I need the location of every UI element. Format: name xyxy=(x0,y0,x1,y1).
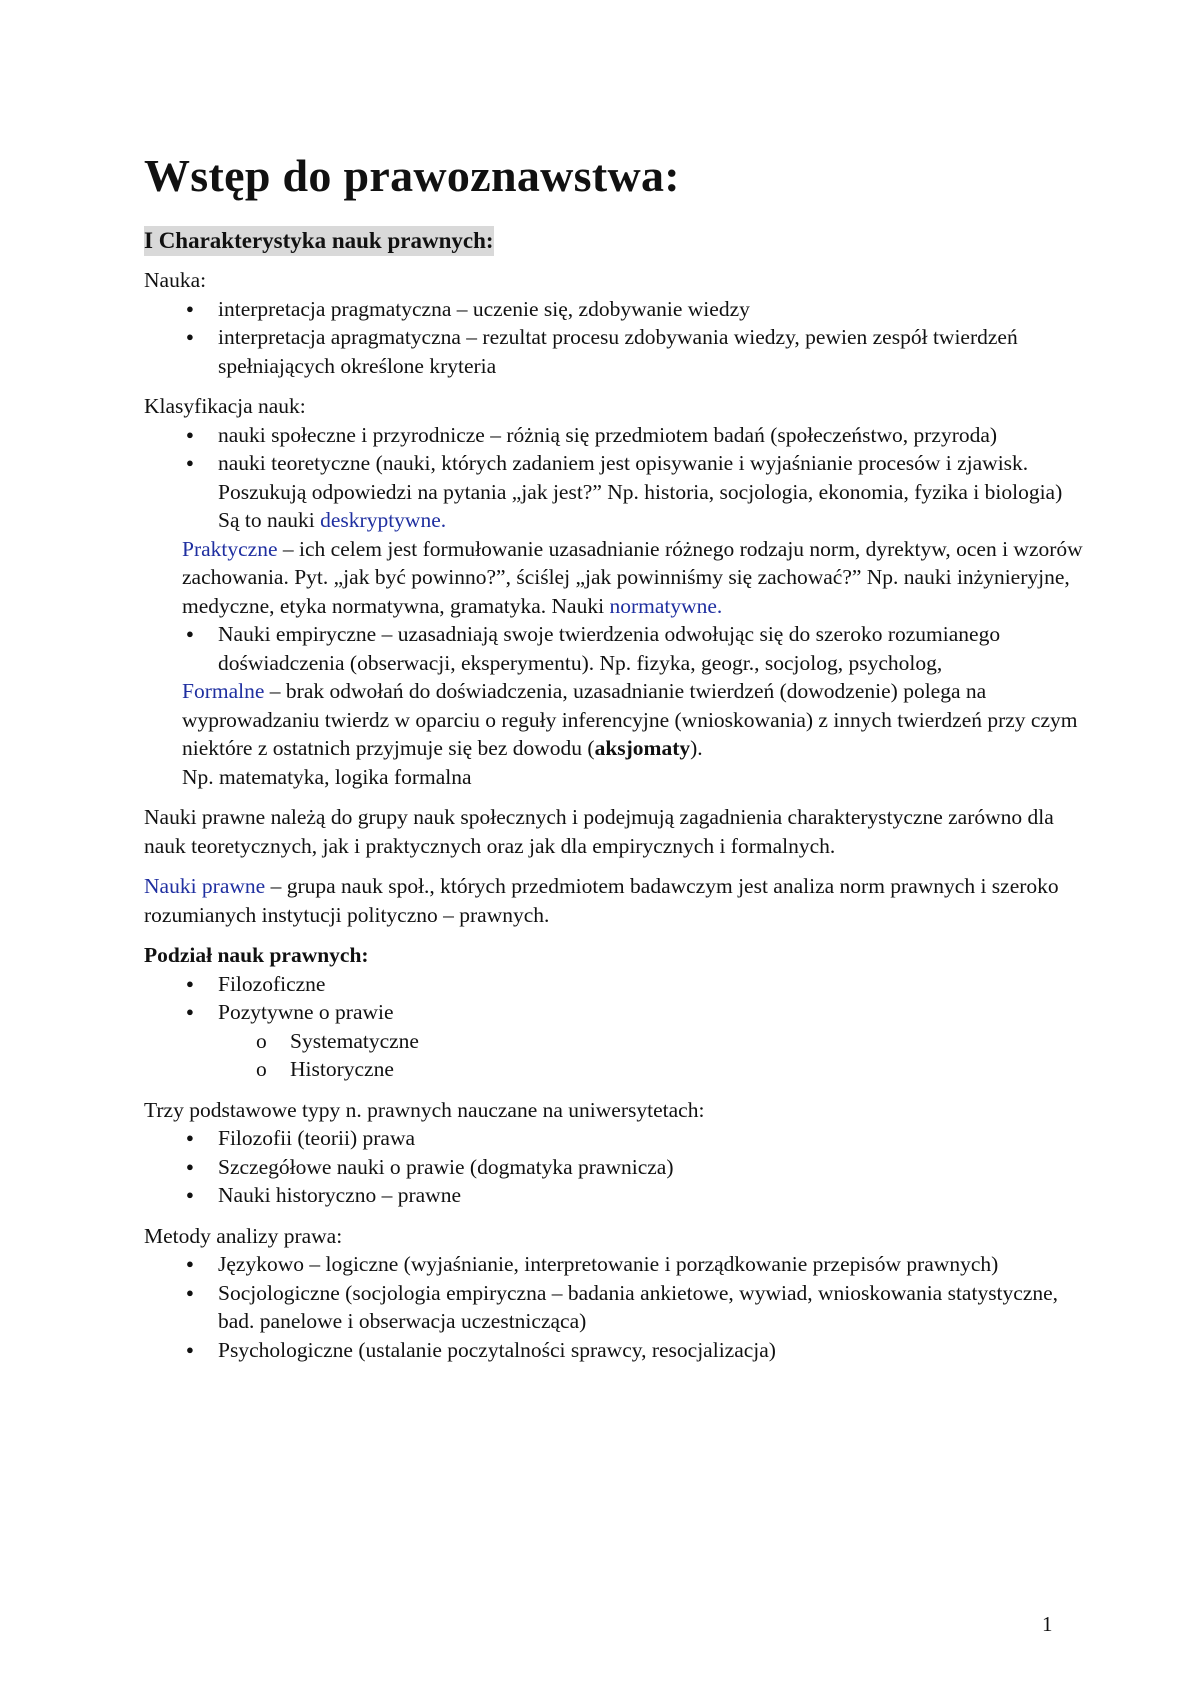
formalne-end: ). xyxy=(690,736,703,760)
podzial-label: Podział nauk prawnych: xyxy=(144,943,369,967)
list-item: ● Szczegółowe nauki o prawie (dogmatyka prawnicza) xyxy=(144,1153,1084,1182)
term-normatywne: normatywne. xyxy=(609,593,723,618)
list-item: ● Filozofii (teorii) prawa xyxy=(144,1124,1084,1153)
podzial-sublist xyxy=(144,1027,1084,1084)
term-praktyczne: Praktyczne xyxy=(182,536,278,561)
list-item: ● Psychologiczne (ustalanie poczytalności sprawcy, resocjalizacja) xyxy=(144,1336,1084,1365)
list-item: ● Filozoficzne xyxy=(144,970,1084,999)
klasyfikacja-list-2 xyxy=(144,620,1084,677)
term-aksjomaty: aksjomaty xyxy=(594,736,691,760)
formalne-example: Np. matematyka, logika formalna xyxy=(182,764,472,789)
trzy-block xyxy=(144,1096,1084,1210)
document-body xyxy=(144,148,1084,1364)
klasyfikacja-list xyxy=(144,421,1084,535)
list-item: ● interpretacja apragmatyczna – rezultat procesu zdobywania wiedzy, pewien zespół twierdzeń spełniających określone kryteria xyxy=(144,323,1084,380)
list-item: ● Nauki empiryczne – uzasadniają swoje twierdzenia odwołując się do szeroko rozumianego doświadczenia (obserwacji, eksperymentu). Np. fizyka, geogr., socjolog, psycholog, xyxy=(144,620,1084,677)
metody-label: Metody analizy prawa: xyxy=(144,1223,343,1248)
list-item: ● Socjologiczne (socjologia empiryczna – badania ankietowe, wywiad, wnioskowania statystyczne, bad. panelowe i obserwacja uczestnicząca) xyxy=(144,1279,1084,1336)
list-item-text: nauki teoretyczne (nauki, których zadaniem jest opisywanie i wyjaśnianie procesów i zjawisk. Poszukują odpowiedzi na pytania „jak jest?” Np. historia, socjologia, ekonomia, fyzika i biologia) Są to nauki xyxy=(218,451,1063,532)
podzial-block xyxy=(144,941,1084,1084)
klasyfikacja-block xyxy=(144,392,1084,791)
list-item xyxy=(144,449,1084,535)
paragraph-definition xyxy=(144,872,1084,929)
term-nauki-prawne: Nauki prawne xyxy=(144,874,266,898)
list-item: ● Pozytywne o prawie xyxy=(144,998,1084,1027)
podzial-list xyxy=(144,970,1084,1027)
nauka-block xyxy=(144,266,1084,380)
praktyczne-paragraph xyxy=(144,535,1084,621)
definition-text: – grupa nauk społ., których przedmiotem badawczym jest analiza norm prawnych i szeroko rozumianych instytucji polityczno – prawnych. xyxy=(144,874,1059,927)
nauka-list xyxy=(144,295,1084,381)
sublist-item: o Systematyczne xyxy=(144,1027,1084,1056)
metody-list xyxy=(144,1250,1084,1364)
formalne-paragraph xyxy=(144,677,1084,763)
metody-block xyxy=(144,1222,1084,1365)
nauka-label: Nauka: xyxy=(144,268,207,292)
paragraph-nauki-prawne: Nauki prawne należą do grupy nauk społecznych i podejmują zagadnienia charakterystyczne zarówno dla nauk teoretycznych, jak i praktycznych oraz jak dla empirycznych i formalnych. xyxy=(144,805,1054,858)
trzy-list xyxy=(144,1124,1084,1210)
klasyfikacja-label: Klasyfikacja nauk: xyxy=(144,394,306,418)
list-item: ● Nauki historyczno – prawne xyxy=(144,1181,1084,1210)
trzy-label: Trzy podstawowe typy n. prawnych nauczane na uniwersytetach: xyxy=(144,1097,705,1122)
term-deskryptywne: deskryptywne. xyxy=(320,508,447,532)
term-formalne: Formalne xyxy=(182,679,265,703)
page-number: 1 xyxy=(1042,1612,1053,1636)
section-heading: I Charakterystyka nauk prawnych: xyxy=(144,226,494,256)
formalne-text: – brak odwołań do doświadczenia, uzasadnianie twierdzeń (dowodzenie) polega na wyprowadzaniu twierdz w oparciu o reguły inferencyjne (wnioskowania) z innych twierdzeń przy czym niektóre z ostatnich przyjmuje się bez dowodu ( xyxy=(182,679,1078,760)
list-item: ● Językowo – logiczne (wyjaśnianie, interpretowanie i porządkowanie przepisów prawnych) xyxy=(144,1250,1084,1279)
list-item: ● nauki społeczne i przyrodnicze – różnią się przedmiotem badań (społeczeństwo, przyroda) xyxy=(144,421,1084,450)
list-item: ● interpretacja pragmatyczna – uczenie się, zdobywanie wiedzy xyxy=(144,295,1084,324)
praktyczne-text: – ich celem jest formułowanie uzasadnianie różnego rodzaju norm, dyrektyw, ocen i wzorów zachowania. Pyt. „jak być powinno?”, ściślej „jak powinniśmy się zachować?” Np. nauki inżynieryjne, medyczne, etyka normatywna, gramatyka. Nauki xyxy=(182,536,1083,618)
sublist-item: o Historyczne xyxy=(144,1055,1084,1084)
page-title: Wstęp do prawoznawstwa: xyxy=(144,150,680,201)
